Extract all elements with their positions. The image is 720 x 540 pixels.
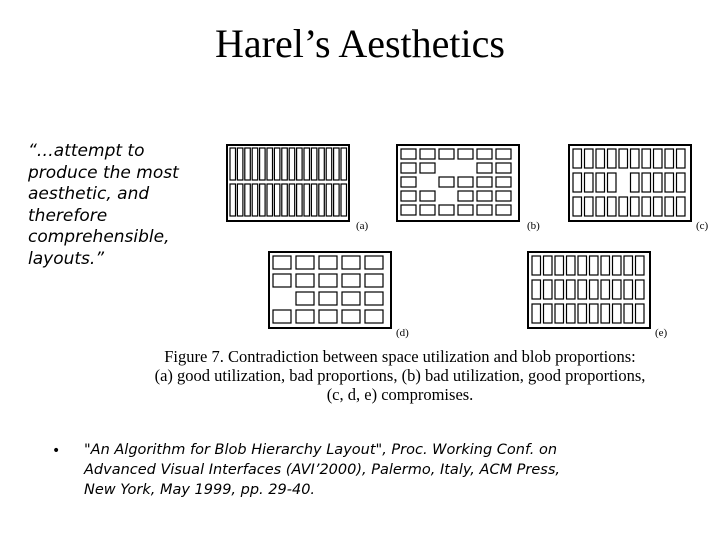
blob-cell <box>596 149 605 168</box>
blob-cell <box>477 205 492 215</box>
blob-cell <box>636 280 645 299</box>
blob-cell <box>267 184 273 216</box>
blob-cell <box>677 173 686 192</box>
blob-cell <box>237 148 243 180</box>
panel-label-a: (a) <box>356 220 369 232</box>
blob-cell <box>496 177 511 187</box>
blob-diagram-d <box>268 251 392 329</box>
panel-label-c: (c) <box>696 220 709 232</box>
blob-cell <box>585 173 594 192</box>
caption-line-2: (a) good utilization, bad proportions, (b) bad utilization, good proportions, <box>154 366 646 385</box>
blob-cell <box>237 184 243 216</box>
blob-cell <box>642 173 651 192</box>
blob-cell <box>532 304 541 323</box>
blob-cell <box>458 205 473 215</box>
blob-cell <box>365 274 383 287</box>
blob-cell <box>496 205 511 215</box>
blob-cell <box>289 184 295 216</box>
blob-cell <box>573 149 582 168</box>
blob-cell <box>260 184 266 216</box>
blob-cell <box>677 197 686 216</box>
reference-text: "An Algorithm for Blob Hierarchy Layout", Proc. Working Conf. on Advanced Visual Interfaces (AVI’2000), Palermo, Italy, ACM Press, New York, May 1999, pp. 29-40. <box>84 442 561 498</box>
blob-cell <box>544 256 553 275</box>
blob-cell <box>319 274 337 287</box>
blob-cell <box>420 205 435 215</box>
blob-cell <box>573 173 582 192</box>
blob-cell <box>439 205 454 215</box>
blob-diagram-b <box>396 144 520 222</box>
panel-label-b: (b) <box>527 220 540 232</box>
blob-cell <box>613 304 622 323</box>
panel-label-d: (d) <box>396 327 409 339</box>
blob-diagram-a <box>226 144 350 222</box>
blob-cell <box>365 292 383 305</box>
slide-title: Harel’s Aesthetics <box>215 21 505 66</box>
blob-cell <box>555 256 564 275</box>
blob-cell <box>477 191 492 201</box>
blob-cell <box>420 191 435 201</box>
blob-cell <box>567 304 576 323</box>
blob-cell <box>326 148 332 180</box>
blob-cell <box>260 148 266 180</box>
blob-cell <box>654 173 663 192</box>
blob-cell <box>624 304 633 323</box>
blob-cell <box>341 184 347 216</box>
blob-cell <box>401 163 416 173</box>
blob-cell <box>636 256 645 275</box>
blob-cell <box>590 304 599 323</box>
blob-cell <box>496 149 511 159</box>
blob-diagram-c <box>568 144 692 222</box>
blob-cell <box>273 274 291 287</box>
blob-cell <box>401 177 416 187</box>
blob-diagram-e <box>527 251 651 329</box>
blob-cell <box>578 280 587 299</box>
blob-cell <box>631 149 640 168</box>
blob-cell <box>297 184 303 216</box>
blob-cell <box>341 148 347 180</box>
blob-cell <box>601 256 610 275</box>
blob-cell <box>342 256 360 269</box>
blob-cell <box>477 177 492 187</box>
blob-cell <box>544 280 553 299</box>
blob-cell <box>401 205 416 215</box>
blob-cell <box>613 280 622 299</box>
blob-cell <box>624 256 633 275</box>
blob-cell <box>245 148 251 180</box>
blob-cell <box>619 149 628 168</box>
blob-cell <box>304 184 310 216</box>
blob-cell <box>458 177 473 187</box>
blob-cell <box>319 256 337 269</box>
blob-cell <box>544 304 553 323</box>
blob-cell <box>319 148 325 180</box>
blob-cell <box>342 310 360 323</box>
blob-cell <box>230 148 236 180</box>
bullet-icon: • <box>52 443 61 459</box>
figure-caption <box>120 347 680 404</box>
blob-cell <box>319 184 325 216</box>
blob-cell <box>665 149 674 168</box>
blob-cell <box>439 177 454 187</box>
blob-cell <box>642 197 651 216</box>
blob-cell <box>334 184 340 216</box>
blob-cell <box>642 149 651 168</box>
blob-cell <box>296 310 314 323</box>
blob-cell <box>665 173 674 192</box>
quote-text: “…attempt to produce the most aesthetic, and therefore comprehensible, layouts.” <box>28 141 179 269</box>
blob-cell <box>439 149 454 159</box>
blob-cell <box>532 280 541 299</box>
blob-cell <box>304 148 310 180</box>
blob-cell <box>420 149 435 159</box>
blob-cell <box>573 197 582 216</box>
blob-cell <box>273 256 291 269</box>
blob-cell <box>477 149 492 159</box>
blob-cell <box>608 173 617 192</box>
blob-cell <box>654 149 663 168</box>
blob-cell <box>401 191 416 201</box>
blob-cell <box>274 184 280 216</box>
blob-cell <box>458 191 473 201</box>
blob-cell <box>613 256 622 275</box>
blob-cell <box>319 310 337 323</box>
caption-line-1: Figure 7. Contradiction between space utilization and blob proportions: <box>164 347 636 366</box>
blob-cell <box>342 274 360 287</box>
blob-cell <box>365 310 383 323</box>
blob-cell <box>596 197 605 216</box>
blob-cell <box>567 280 576 299</box>
blob-cell <box>477 163 492 173</box>
blob-cell <box>590 280 599 299</box>
blob-cell <box>578 256 587 275</box>
blob-cell <box>230 184 236 216</box>
blob-cell <box>624 280 633 299</box>
blob-cell <box>401 149 416 159</box>
blob-cell <box>252 148 258 180</box>
blob-cell <box>289 148 295 180</box>
blob-cell <box>631 173 640 192</box>
blob-cell <box>267 148 273 180</box>
blob-cell <box>342 292 360 305</box>
blob-cell <box>532 256 541 275</box>
blob-cell <box>631 197 640 216</box>
blob-cell <box>601 280 610 299</box>
blob-cell <box>585 149 594 168</box>
blob-cell <box>619 197 628 216</box>
blob-cell <box>555 304 564 323</box>
panel-label-e: (e) <box>655 327 668 339</box>
blob-cell <box>585 197 594 216</box>
blob-cell <box>334 148 340 180</box>
blob-cell <box>654 197 663 216</box>
blob-cell <box>319 292 337 305</box>
blob-cell <box>282 184 288 216</box>
blob-cell <box>596 173 605 192</box>
blob-cell <box>245 184 251 216</box>
blob-cell <box>326 184 332 216</box>
blob-cell <box>297 148 303 180</box>
blob-cell <box>578 304 587 323</box>
blob-cell <box>311 184 317 216</box>
blob-cell <box>608 197 617 216</box>
blob-cell <box>567 256 576 275</box>
blob-cell <box>296 274 314 287</box>
blob-cell <box>555 280 564 299</box>
blob-cell <box>608 149 617 168</box>
blob-cell <box>458 149 473 159</box>
blob-cell <box>311 148 317 180</box>
blob-cell <box>273 310 291 323</box>
blob-cell <box>420 163 435 173</box>
blob-cell <box>677 149 686 168</box>
blob-cell <box>296 256 314 269</box>
blob-cell <box>252 184 258 216</box>
blob-cell <box>274 148 280 180</box>
blob-cell <box>496 191 511 201</box>
blob-cell <box>601 304 610 323</box>
blob-cell <box>636 304 645 323</box>
blob-cell <box>496 163 511 173</box>
blob-cell <box>282 148 288 180</box>
blob-cell <box>590 256 599 275</box>
caption-line-3: (c, d, e) compromises. <box>326 385 474 404</box>
blob-cell <box>365 256 383 269</box>
blob-cell <box>296 292 314 305</box>
blob-cell <box>665 197 674 216</box>
